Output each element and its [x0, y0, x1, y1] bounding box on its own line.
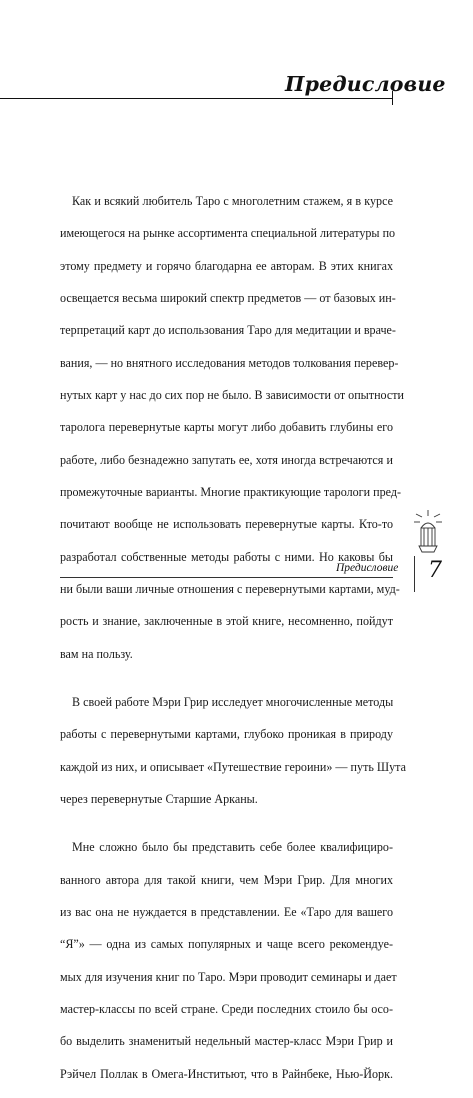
text-line: терпретаций карт до использования Таро для медитации и враче-	[60, 323, 396, 338]
text-line: Как и всякий любитель Таро с многолетним стажем, я в курсе	[72, 194, 393, 209]
title-rule-tick	[392, 91, 393, 105]
text-line: работе, либо безнадежно запутать ее, хотя иногда встречаются и	[60, 452, 393, 467]
text-line: мых для изучения книг по Таро. Мэри проводит семинары и дает	[60, 969, 397, 984]
text-line: рость и знание, заключенные в этой книге, несомненно, пойдут	[60, 614, 393, 629]
body-text	[60, 177, 406, 1098]
text-line: работы с перевернутыми картами, глубоко проникая в природу	[60, 727, 393, 742]
text-line: каждой из них, и описывает «Путешествие героини» — путь Шута	[60, 759, 406, 774]
text-line: вам на пользу.	[60, 646, 133, 661]
text-line: мастер-классы по всей стране. Среди последних стоило бы осо-	[60, 1001, 393, 1016]
text-line: ни были ваши личные отношения с перевернутыми картами, муд-	[60, 581, 400, 596]
text-line: через перевернутые Старшие Арканы.	[60, 791, 258, 806]
text-line: Рэйчел Поллак в Омега-Инститьют, что в Райнбеке, Нью-Йорк.	[60, 1066, 393, 1081]
text-line: этому предмету и горячо благодарна ее авторам. В этих книгах	[60, 258, 393, 273]
text-line: из вас она не нуждается в представлении. Ее «Таро для вашего	[60, 905, 393, 920]
paragraph-1	[60, 177, 405, 678]
page-rule-vertical	[414, 556, 415, 592]
text-line: промежуточные варианты. Многие практикующие тарологи пред-	[60, 484, 402, 499]
text-line: вания, — но внятного исследования методов толкования перевер-	[60, 355, 399, 370]
title-rule	[0, 98, 392, 99]
chapter-title: Предисловие	[285, 72, 446, 96]
text-line: ванного автора для такой книги, чем Мэри Грир. Для многих	[60, 872, 393, 887]
text-line: имеющегося на рынке ассортимента специальной литературы по	[60, 226, 396, 241]
text-line: “Я”» — одна из самых популярных и чаще всего рекомендуе-	[60, 937, 393, 952]
paragraph-2	[60, 678, 406, 823]
lamp-icon	[414, 510, 442, 556]
page-number: 7	[428, 558, 442, 583]
text-line: бо выделить знаменитый недельный мастер-класс Мэри Грир и	[60, 1034, 393, 1049]
text-line: Мне сложно было бы представить себе более квалифициро-	[72, 840, 393, 855]
text-line: таролога перевернутые карты могут либо добавить глубины его	[60, 420, 393, 435]
text-line: освещается весьма широкий спектр предметов — от базовых ин-	[60, 291, 396, 306]
text-line: В своей работе Мэри Грир исследует многочисленные методы	[72, 695, 394, 709]
text-line: нутых карт у нас до сих пор не было. В зависимости от опытности	[60, 388, 405, 403]
text-line: почитают вообще не использовать перевернутые карты. Кто-то	[60, 517, 393, 532]
running-title: Предисловие	[336, 562, 399, 574]
text-line: разработал собственные методы работы с ними. Но каковы бы	[60, 549, 393, 564]
footer-rule	[60, 577, 393, 578]
paragraph-3	[60, 823, 397, 1098]
